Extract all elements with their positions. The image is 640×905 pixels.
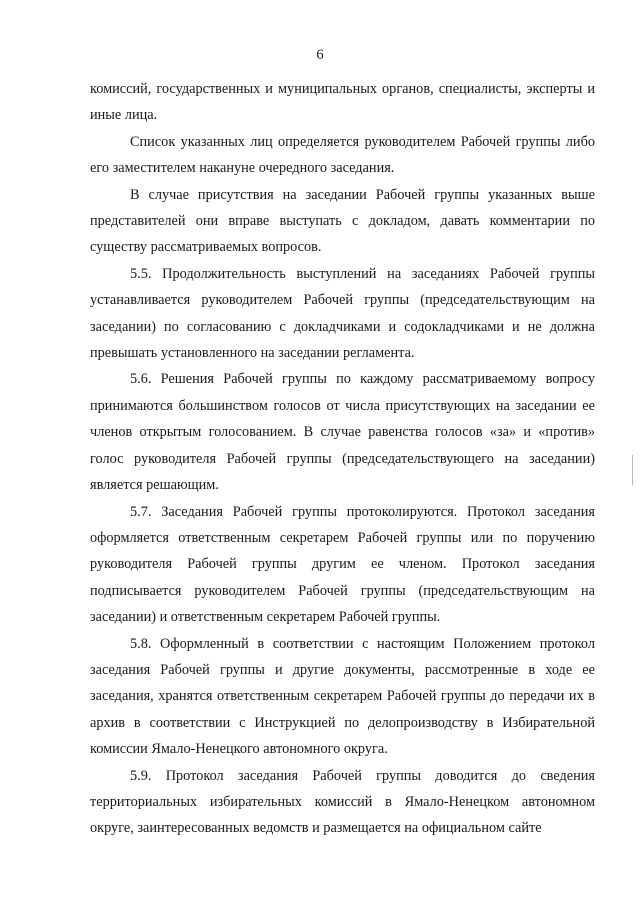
document-body — [90, 76, 595, 842]
paragraph-5-8: 5.8. Оформленный в соответствии с настоящим Положением протокол заседания Рабочей группы и другие документы, рассмотренные в ходе ее заседания, хранятся ответственным секретарем Рабочей группы до передачи их в архив в соответствии с Инструкцией по делопроизводству в Избирательной комиссии Ямало-Ненецкого автономного округа. — [90, 635, 595, 758]
scan-edge-mark — [632, 455, 633, 485]
page-number: 6 — [316, 47, 324, 63]
paragraph-5-6: 5.6. Решения Рабочей группы по каждому рассматриваемому вопросу принимаются большинством голосов от числа присутствующих на заседании ее членов открытым голосованием. В случае равенства голосов «за» и «против» голос руководителя Рабочей группы (председательствующего на заседании) является решающим. — [90, 371, 595, 494]
paragraph-continuation: комиссий, государственных и муниципальных органов, специалисты, эксперты и иные лица. — [90, 81, 595, 124]
paragraph-5-9: 5.9. Протокол заседания Рабочей группы доводится до сведения территориальных избирательных комиссий в Ямало-Ненецком автономном округе, заинтересованных ведомств и размещается на официальном сайте — [90, 767, 595, 837]
paragraph-5-7: 5.7. Заседания Рабочей группы протоколируются. Протокол заседания оформляется ответственным секретарем Рабочей группы или по поручению руководителя Рабочей группы другим ее членом. Протокол заседания подписывается руководителем Рабочей группы (председательствующим на заседании) и ответственным секретарем Рабочей группы. — [90, 503, 595, 626]
paragraph-list-of-persons: Список указанных лиц определяется руководителем Рабочей группы либо его заместителем накануне очередного заседания. — [90, 133, 595, 177]
paragraph-representatives: В случае присутствия на заседании Рабочей группы указанных выше представителей они вправе выступать с докладом, давать комментарии по существу рассматриваемых вопросов. — [90, 186, 595, 256]
paragraph-5-5: 5.5. Продолжительность выступлений на заседаниях Рабочей группы устанавливается руководителем Рабочей группы (председательствующим на заседании) по согласованию с докладчиками и содокладчиками и не должна превышать установленного на заседании регламента. — [90, 265, 595, 362]
